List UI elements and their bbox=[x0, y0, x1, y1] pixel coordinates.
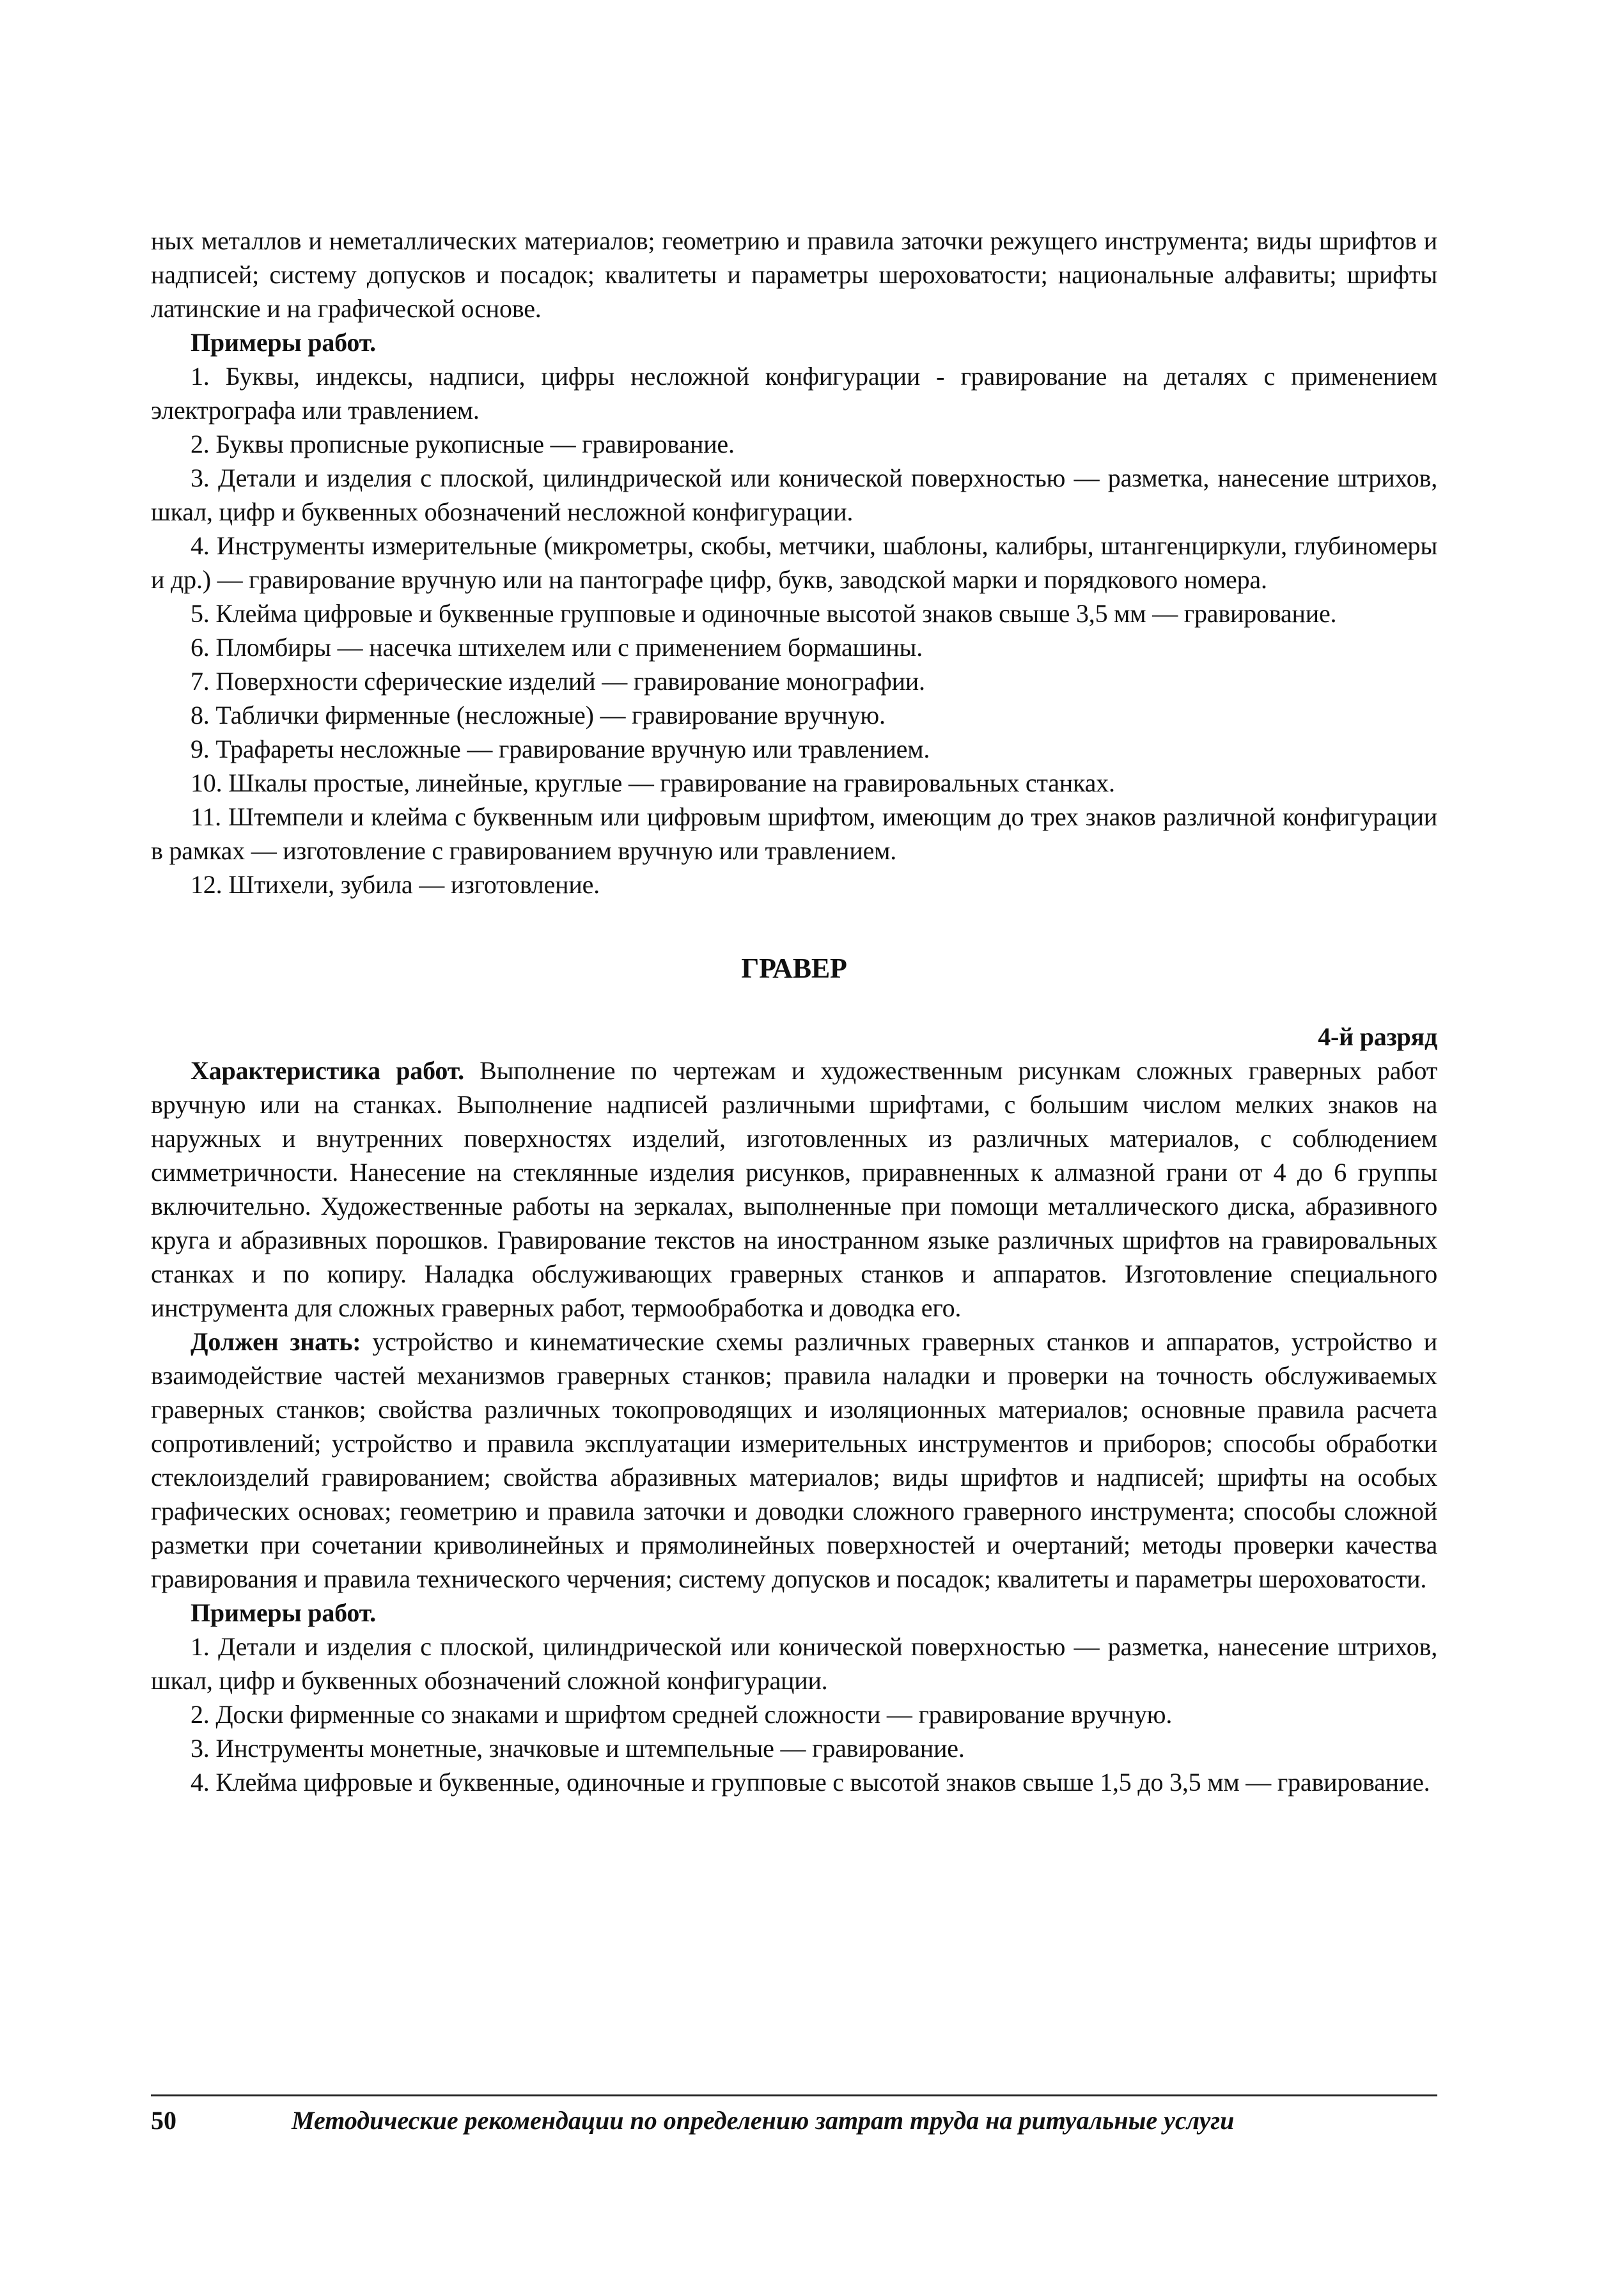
continuation-paragraph: ных металлов и неметаллических материалов; геометрию и правила заточки режущего инструмента; виды шрифтов и надписей; систему допусков и посадок; квалитеты и параметры шероховатости; национальные алфавиты; шрифты латинские и на графической основе. bbox=[151, 226, 1437, 323]
page-footer bbox=[151, 2094, 1437, 2135]
list-item: 2. Доски фирменные со знаками и шрифтом средней сложности — гравирование вручную. bbox=[191, 1700, 1173, 1729]
work-characteristics-label: Характеристика работ. bbox=[191, 1056, 464, 1085]
section-title: ГРАВЕР bbox=[741, 953, 847, 984]
list-item: 4. Клейма цифровые и буквенные, одиночные и групповые с высотой знаков свыше 1,5 до 3,5 мм — гравирование. bbox=[191, 1768, 1430, 1797]
list-item: 9. Трафареты несложные — гравирование вручную или травлением. bbox=[191, 735, 930, 763]
must-know-paragraph bbox=[151, 1325, 1437, 1596]
list-item: 1. Детали и изделия с плоской, цилиндрической или конической поверхностью — разметка, нанесение штрихов, шкал, цифр и буквенных обозначений сложной конфигурации. bbox=[151, 1632, 1437, 1695]
list-item: 11. Штемпели и клейма с буквенным или цифровым шрифтом, имеющим до трех знаков различной конфигурации в рамках — изготовление с гравированием вручную или травлением. bbox=[151, 802, 1437, 865]
work-characteristics-paragraph bbox=[151, 1054, 1437, 1325]
list-item: 3. Детали и изделия с плоской, цилиндрической или конической поверхностью — разметка, нанесение штрихов, шкал, цифр и буквенных обозначений несложной конфигурации. bbox=[151, 464, 1437, 526]
page-number: 50 bbox=[151, 2106, 176, 2135]
running-title: Методические рекомендации по определению затрат труда на ритуальные услуги bbox=[292, 2106, 1235, 2135]
list-item: 12. Штихели, зубила — изготовление. bbox=[191, 870, 600, 899]
list-item: 5. Клейма цифровые и буквенные групповые и одиночные высотой знаков свыше 3,5 мм — гравирование. bbox=[191, 599, 1337, 628]
list-item: 1. Буквы, индексы, надписи, цифры несложной конфигурации - гравирование на деталях с применением электрографа или травлением. bbox=[151, 362, 1437, 425]
must-know-text: устройство и кинематические схемы различных граверных станков и аппаратов, устройство и взаимодействие частей механизмов граверных станков; правила наладки и проверки на точность обслуживаемых граверных станков; свойства различных токопроводящих и изоляционных материалов; основные правила расчета сопротивлений; устройство и правила эксплуатации измерительных инструментов и приборов; способы обработки стеклоизделий гравированием; свойства абразивных материалов; виды шрифтов и надписей; шрифты на особых графических основах; геометрию и правила заточки и доводки сложного граверного инструмента; способы сложной разметки при сочетании криволинейных и прямолинейных поверхностей и очертаний; методы проверки качества гравирования и правила технического черчения; систему допусков и посадок; квалитеты и параметры шероховатости. bbox=[151, 1327, 1437, 1593]
list-item: 6. Пломбиры — насечка штихелем или с применением бормашины. bbox=[191, 633, 923, 662]
list-item: 8. Таблички фирменные (несложные) — гравирование вручную. bbox=[191, 701, 886, 729]
list-item: 3. Инструменты монетные, значковые и штемпельные — гравирование. bbox=[191, 1734, 965, 1763]
examples-list-2 bbox=[151, 1630, 1437, 1799]
list-item: 7. Поверхности сферические изделий — гравирование монографии. bbox=[191, 667, 925, 696]
examples-heading-1: Примеры работ. bbox=[191, 328, 376, 357]
list-item: 2. Буквы прописные рукописные — гравирование. bbox=[191, 430, 735, 458]
list-item: 4. Инструменты измерительные (микрометры, скобы, метчики, шаблоны, калибры, штангенциркули, глубиномеры и др.) — гравирование вручную или на пантографе цифр, букв, заводской марки и порядкового номера. bbox=[151, 531, 1437, 594]
work-characteristics-text: Выполнение по чертежам и художественным рисункам сложных граверных работ вручную или на станках. Выполнение надписей различными шрифтами, с большим числом мелких знаков на наружных и внутренних поверхностях изделий, изготовленных из различных материалов, с соблюдением симметричности. Нанесение на стеклянные изделия рисунков, приравненных к алмазной грани от 4 до 6 группы включительно. Художественные работы на зеркалах, выполненные при помощи металлического диска, абразивного круга и абразивных порошков. Гравирование текстов на иностранном языке различных шрифтов на гравировальных станках и по копиру. Наладка обслуживающих граверных станков и аппаратов. Изготовление специального инструмента для сложных граверных работ, термообработка и доводка его. bbox=[151, 1056, 1437, 1322]
list-item: 10. Шкалы простые, линейные, круглые — гравирование на гравировальных станках. bbox=[191, 768, 1115, 797]
grade-label: 4-й разряд bbox=[1318, 1022, 1437, 1051]
examples-heading-2: Примеры работ. bbox=[191, 1598, 376, 1627]
must-know-label: Должен знать: bbox=[191, 1327, 361, 1356]
document-body bbox=[151, 224, 1437, 1799]
examples-list-1 bbox=[151, 359, 1437, 901]
